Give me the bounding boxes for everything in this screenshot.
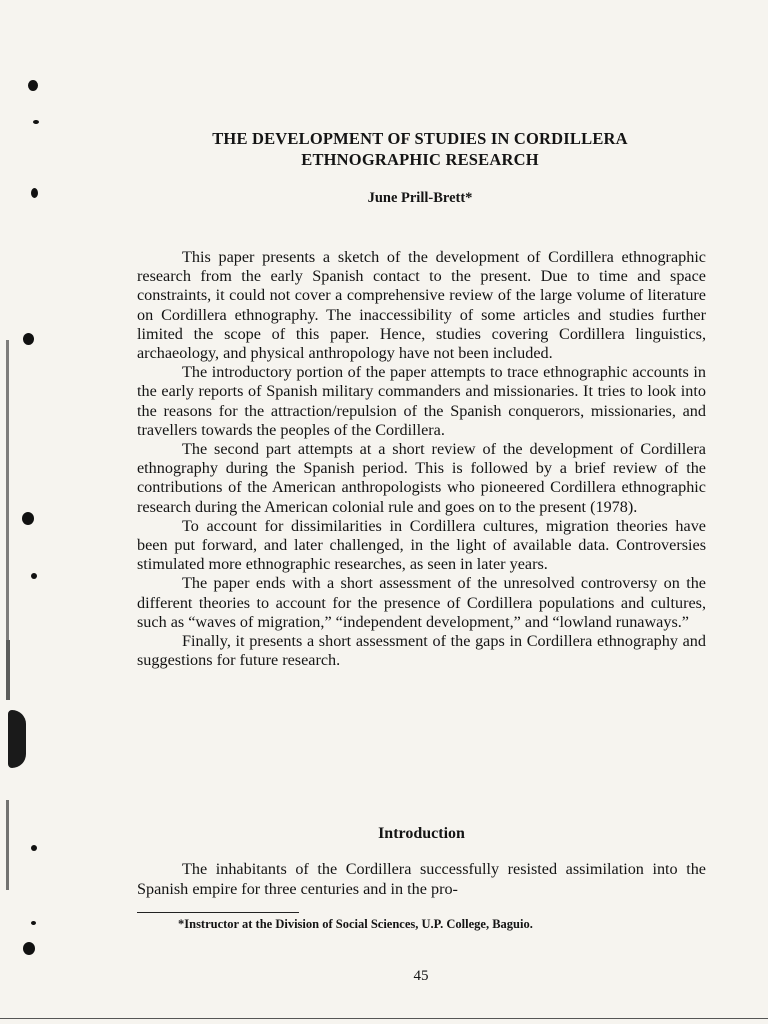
paragraph-2: The introductory portion of the paper attempts to trace ethnographic accounts in the early reports of Spanish military commanders and missionaries. It tries to look into the reasons for the attraction/repulsion of the Spanish conquerors, missionaries, and travellers towards the peoples of the Cordillera. (137, 363, 706, 439)
scan-speck-7 (31, 845, 37, 851)
scan-speck-9 (23, 942, 35, 955)
page-bottom-edge (0, 1018, 768, 1019)
scan-speck-3 (31, 188, 38, 198)
scan-speck-8 (31, 921, 36, 925)
footnote: *Instructor at the Division of Social Sciences, U.P. College, Baguio. (178, 917, 533, 931)
title-line-2: ETHNOGRAPHIC RESEARCH (301, 150, 539, 169)
paragraph-1: This paper presents a sketch of the development of Cordillera ethnographic research from the early Spanish contact to the present. Due to time and space constraints, it could not cover a comprehensive review of the large volume of literature on Cordillera ethnography. The inaccessibility of some articles and studies further limited the scope of this paper. Hence, studies covering Cordillera linguistics, archaeology, and physical anthropology have not been included. (137, 248, 706, 363)
footnote-rule (137, 912, 299, 913)
binding-edge-streak-lower (6, 800, 9, 890)
scan-speck-4 (23, 333, 34, 345)
paragraph-6: Finally, it presents a short assessment of the gaps in Cordillera ethnography and suggestions for future research. (137, 632, 706, 670)
page-number: 45 (413, 968, 429, 984)
paragraph-5: The paper ends with a short assessment of the unresolved controversy on the different theories to account for the presence of Cordillera populations and cultures, such as “waves of migration,” “independent development,” and “lowland runaways.” (137, 574, 706, 631)
intro-paragraph: The inhabitants of the Cordillera successfully resisted assimilation into the Spanish empire for three centuries and in the pro- (137, 860, 706, 898)
binding-edge-blot (8, 710, 26, 768)
paragraph-4: To account for dissimilarities in Cordillera cultures, migration theories have been put forward, and later challenged, in the light of available data. Controversies stimulated more ethnographic researches, as seen in later years. (137, 516, 706, 574)
binding-edge-streak (6, 640, 10, 700)
introduction-body (137, 860, 706, 899)
abstract-body (137, 248, 706, 670)
scan-speck-5 (22, 512, 34, 525)
section-heading-introduction: Introduction (378, 825, 465, 842)
scan-speck-1 (28, 80, 38, 91)
binding-edge-shadow (6, 340, 9, 640)
paragraph-3: The second part attempts at a short review of the development of Cordillera ethnography during the Spanish period. This is followed by a brief review of the contributions of the American anthropologists who pioneered Cordillera ethnographic research during the American colonial rule and goes on to the present (1978). (137, 440, 706, 516)
scan-speck-6 (31, 573, 37, 579)
title-line-1: THE DEVELOPMENT OF STUDIES IN CORDILLERA (212, 129, 628, 148)
author-name: June Prill-Brett* (367, 190, 473, 206)
paper-title (150, 128, 690, 170)
scan-speck-2 (33, 120, 39, 124)
